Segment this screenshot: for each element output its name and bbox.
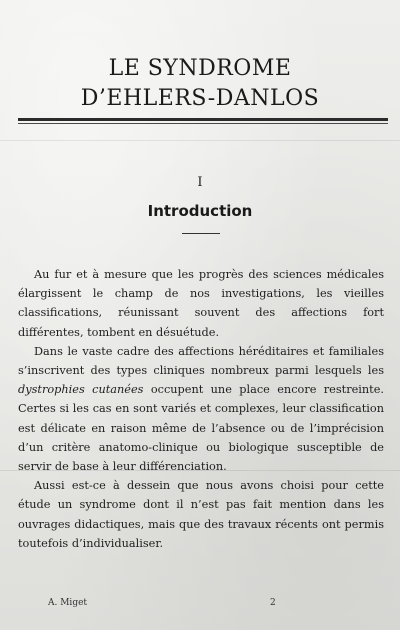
paragraph-2-after: occupent une place encore restreinte. Certes si les cas en sont variés et complexes, leur classification est délicate en raison même de l’absence ou de l’imprécision d’un critère anatomo-clinique ou biologique susceptible de servir de base à leur différenciation. <box>18 383 384 474</box>
footer-signature: A. Miget <box>48 598 88 608</box>
body-text <box>18 265 384 553</box>
document-title <box>0 54 400 114</box>
paragraph-2 <box>18 342 384 476</box>
title-line-2: D’EHLERS-DANLOS <box>80 86 320 111</box>
page-number: 2 <box>270 598 276 608</box>
paper-crease <box>0 140 400 141</box>
chapter-number: I <box>197 175 203 190</box>
page-footer <box>0 598 400 612</box>
title-rule-thick <box>18 118 388 121</box>
title-rule-thin <box>18 123 388 124</box>
paragraph-3: Aussi est-ce à dessein que nous avons choisi pour cette étude un syndrome dont il n’est pas fait mention dans les ouvrages didactiques, mais que des travaux récents ont permis toutefois d’individualiser. <box>18 479 384 550</box>
chapter-heading-rule <box>182 233 220 234</box>
chapter-heading: Introduction <box>147 202 253 220</box>
title-line-1: LE SYNDROME <box>108 56 292 81</box>
paragraph-1: Au fur et à mesure que les progrès des sciences médicales élargissent le champ de nos investigations, les vieilles classifications, réunissant souvent des affections fort différentes, tombent en désuétude. <box>18 268 384 339</box>
paragraph-2-before: Dans le vaste cadre des affections héréditaires et familiales s’inscrivent des types cliniques nombreux parmi lesquels les <box>18 344 384 378</box>
paragraph-2-emphasis: dystrophies cutanées <box>18 383 144 397</box>
